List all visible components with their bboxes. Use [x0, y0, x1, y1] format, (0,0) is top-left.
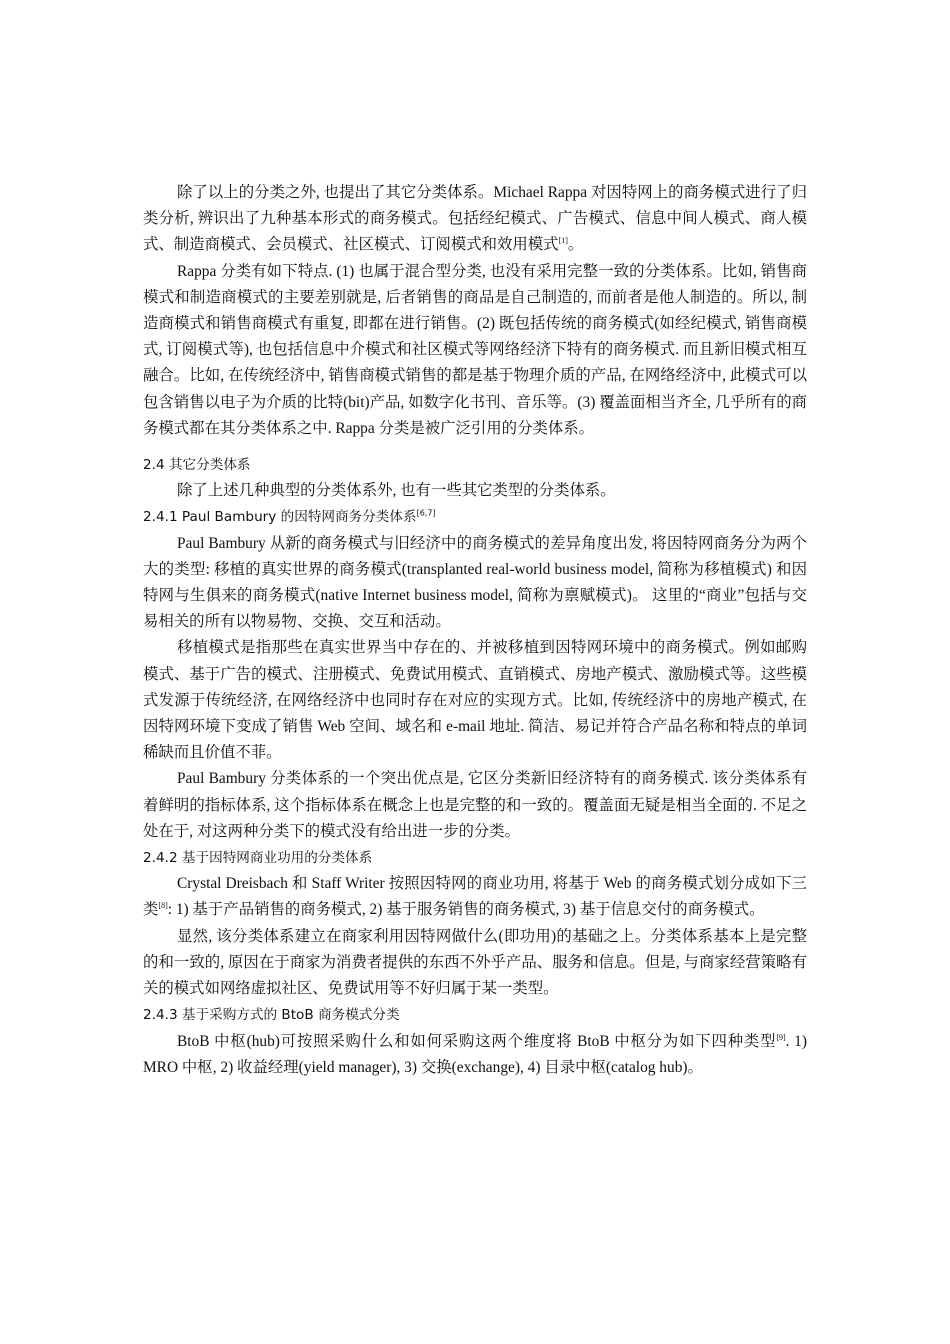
- paragraph-dreisbach-intro: [143, 871, 807, 923]
- paragraph-transplanted-model: [143, 635, 807, 766]
- heading-text: 2.4 其它分类体系: [143, 457, 251, 474]
- paragraph-text: 显然, 该分类体系建立在商家利用因特网做什么(即功用)的基础之上。分类体系基本上是完整的和一致的, 原因在于商家为消费者提供的东西不外乎产品、服务和信息。但是, 与商家经营策略有关的模式如网络虚拟社区、免费试用等不好归属于某一类型。: [143, 927, 807, 998]
- heading-text: 2.4.3 基于采购方式的 BtoB 商务模式分类: [143, 1007, 400, 1024]
- paragraph-text: 除了上述几种典型的分类体系外, 也有一些其它类型的分类体系。: [177, 482, 616, 500]
- paragraph-text: Paul Bambury 分类体系的一个突出优点是, 它区分类新旧经济特有的商务模式. 该分类体系有着鲜明的指标体系, 这个指标体系在概念上也是完整的和一致的。覆盖面无疑是相当全面的. 不足之处在于, 对这两种分类下的模式没有给出进一步的分类。: [143, 770, 807, 840]
- paragraph-text: 除了以上的分类之外, 也提出了其它分类体系。Michael Rappa 对因特网上的商务模式进行了归类分析, 辨识出了九种基本形式的商务模式。包括经纪模式、广告模式、信息中间人模式、商人模式、制造商模式、会员模式、社区模式、订阅模式和效用模式: [143, 184, 807, 254]
- citation: [6,7]: [416, 508, 436, 518]
- section-heading-2-4: [143, 452, 807, 478]
- section-heading-2-4-3: [143, 1002, 807, 1028]
- citation: [8]: [158, 901, 168, 911]
- paragraph-tail: 。: [567, 236, 584, 254]
- citation: [9]: [776, 1032, 786, 1042]
- paragraph-text: 移植模式是指那些在真实世界当中存在的、并被移植到因特网环境中的商务模式。例如邮购模式、基于广告的模式、注册模式、免费试用模式、直销模式、房地产模式、激励模式等。这些模式发源于传统经济, 在网络经济中也同时存在对应的实现方式。比如, 传统经济中的房地产模式, 在因特网环境下变成了销售 Web 空间、域名和 e-mail 地址. 简洁、易记并符合产品名称和特点的单词稀缺而且价值不菲。: [143, 639, 807, 762]
- paragraph-rappa-features: [143, 259, 807, 442]
- paragraph-other-systems: [143, 478, 807, 504]
- paragraph-text: BtoB 中枢(hub)可按照采购什么和如何采购这两个维度将 BtoB 中枢分为如下四种类型: [177, 1032, 777, 1050]
- paragraph-btob-hub: [143, 1029, 807, 1081]
- paragraph-text: Paul Bambury 从新的商务模式与旧经济中的商务模式的差异角度出发, 将因特网商务分为两个大的类型: 移植的真实世界的商务模式(transplanted real-world business model, 简称为移植模式) 和因特网与生俱来的商务模式(native Internet business model, 简称为禀赋模式)。 这里的“商业”包括与交易相关的所有以物易物、交换、交互和活动。: [143, 534, 807, 631]
- paragraph-tail: . 1) MRO 中枢, 2) 收益经理(yield manager), 3) 交换(exchange), 4) 目录中枢(catalog hub)。: [143, 1032, 807, 1076]
- paragraph-bambury-evaluation: [143, 766, 807, 845]
- heading-text: 2.4.2 基于因特网商业功用的分类体系: [143, 850, 373, 867]
- paragraph-tail: : 1) 基于产品销售的商务模式, 2) 基于服务销售的商务模式, 3) 基于信息交付的商务模式。: [167, 901, 765, 919]
- paragraph-dreisbach-evaluation: [143, 924, 807, 1003]
- paragraph-rappa-intro: [143, 180, 807, 259]
- heading-text: 2.4.1 Paul Bambury 的因特网商务分类体系: [143, 509, 417, 526]
- paragraph-text: Crystal Dreisbach 和 Staff Writer 按照因特网的商业功用, 将基于 Web 的商务模式划分成如下三类: [143, 875, 807, 919]
- section-heading-2-4-1: [143, 504, 807, 530]
- paragraph-text: Rappa 分类有如下特点. (1) 也属于混合型分类, 也没有采用完整一致的分类体系。比如, 销售商模式和制造商模式的主要差别就是, 后者销售的商品是自己制造的, 而前者是他人制造的。所以, 制造商模式和销售商模式有重复, 即都在进行销售。(2) 既包括传统的商务模式(如经纪模式, 销售商模式, 订阅模式等), 也包括信息中介模式和社区模式等网络经济下特有的商务模式. 而且新旧模式相互融合。比如, 在传统经济中, 销售商模式销售的都是基于物理介质的产品, 在网络经济中, 此模式可以包含销售以电子为介质的比特(bit)产品, 如数字化书刊、音乐等。(3) 覆盖面相当齐全, 几乎所有的商务模式都在其分类体系之中. Rappa 分类是被广泛引用的分类体系。: [143, 262, 807, 437]
- document-page: [143, 180, 807, 1081]
- citation: [1]: [558, 236, 568, 246]
- section-heading-2-4-2: [143, 845, 807, 871]
- paragraph-bambury-intro: [143, 531, 807, 636]
